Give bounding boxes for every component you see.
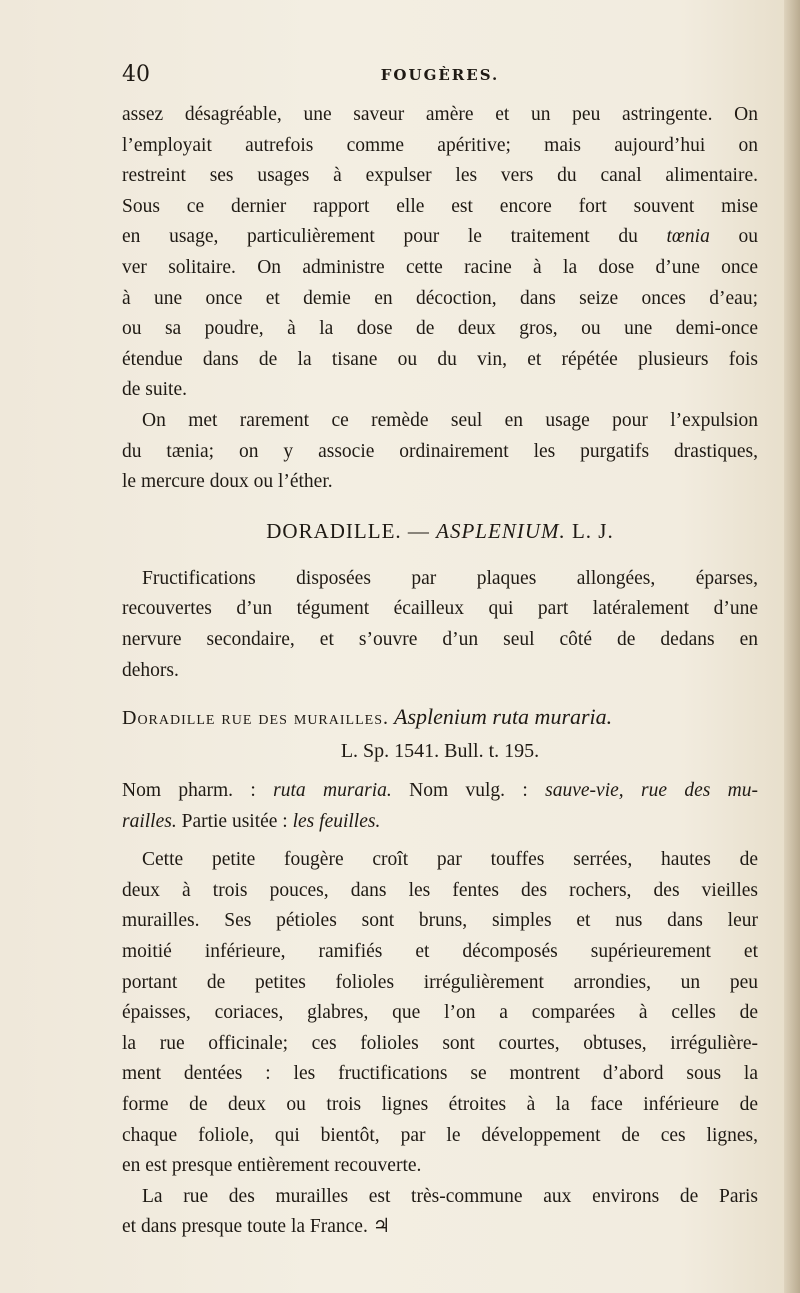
- text-line: à une once et demie en décoction, dans seize onces d’eau;: [122, 287, 758, 309]
- paragraph-taenia-use: [122, 100, 758, 406]
- text-span: ou: [709, 226, 759, 248]
- text-line: la rue officinale; ces folioles sont courtes, obtuses, irrégulière-: [122, 1032, 758, 1054]
- text-line: ver solitaire. On administre cette racine à la dose d’une once: [122, 256, 758, 278]
- text-line: de suite.: [122, 379, 187, 401]
- italic-term: tœnia: [666, 226, 710, 248]
- section-genus: ASPLENIUM.: [436, 518, 566, 543]
- text-span: Nom vulg. :: [391, 780, 546, 802]
- text-line: dehors.: [122, 659, 179, 681]
- text-line: et dans presque toute la France. ♃: [122, 1216, 391, 1238]
- text-line: recouvertes d’un tégument écailleux qui part latéralement d’une: [122, 598, 758, 620]
- paragraph-expulsion: [122, 406, 758, 498]
- page-body: [122, 100, 758, 1243]
- text-line: ou sa poudre, à la dose de deux gros, ou une demi-once: [122, 318, 758, 340]
- running-head: FOUGÈRES.: [380, 66, 500, 84]
- italic-term: railles.: [122, 810, 177, 832]
- text-span: Nom pharm. :: [122, 780, 274, 802]
- text-line: On met rarement ce remède seul en usage pour l’expulsion: [142, 409, 758, 431]
- text-line: Cette petite fougère croît par touffes serrées, hautes de: [142, 849, 758, 871]
- page-header: [122, 62, 758, 92]
- species-common-name: Doradille rue des murailles.: [122, 707, 389, 730]
- text-line: restreint ses usages à expulser les vers du canal alimentaire.: [122, 165, 758, 187]
- page-edge: [784, 0, 800, 1293]
- text-line: [122, 807, 758, 838]
- text-line: Sous ce dernier rapport elle est encore fort souvent mise: [122, 195, 758, 217]
- text-line: ment dentées : les fructifications se montrent d’abord sous la: [122, 1063, 758, 1085]
- text-line: le mercure doux ou l’éther.: [122, 471, 333, 493]
- text-line: forme de deux ou trois lignes étroites à la face inférieure de: [122, 1094, 758, 1116]
- spacer: [122, 768, 758, 776]
- spacer: [122, 550, 758, 564]
- text-line: portant de petites folioles irrégulièrement arrondies, un peu: [122, 971, 758, 993]
- text-line: du tænia; on y associe ordinairement les purgatifs drastiques,: [122, 440, 758, 462]
- text-span: Partie usitée :: [176, 810, 293, 832]
- text-line: deux à trois pouces, dans les fentes des rochers, des vieilles: [122, 879, 758, 901]
- text-line: [122, 776, 758, 807]
- text-line: en est presque entièrement recouverte.: [122, 1155, 422, 1177]
- text-line: étendue dans de la tisane ou du vin, et répétée plusieurs fois: [122, 348, 758, 370]
- text-line: [122, 222, 758, 253]
- text-line: chaque foliole, qui bientôt, par le développement de ces lignes,: [122, 1124, 758, 1146]
- text-line: assez désagréable, une saveur amère et un peu astringente. On: [122, 104, 758, 125]
- italic-term: ruta muraria.: [273, 780, 392, 802]
- text-line: La rue des murailles est très-commune aux environs de Paris: [142, 1185, 758, 1207]
- italic-term: sauve-vie, rue des mu-: [545, 780, 759, 802]
- section-dash: —: [401, 518, 437, 543]
- paragraph-description: [122, 845, 758, 1182]
- text-line: moitié inférieure, ramifiés et décomposés supérieurement et: [122, 941, 758, 963]
- species-latin-name: Asplenium ruta muraria.: [394, 704, 613, 730]
- spacer: [122, 837, 758, 845]
- text-span: en usage, particulièrement pour le traitement du: [122, 226, 667, 248]
- section-name: DORADILLE.: [266, 518, 402, 543]
- spacer: [122, 498, 758, 512]
- text-line: Fructifications disposées par plaques allongées, éparses,: [142, 567, 758, 589]
- species-reference: L. Sp. 1541. Bull. t. 195.: [340, 740, 540, 763]
- paragraph-fructifications: [122, 564, 758, 686]
- text-line: l’employait autrefois comme apéritive; mais aujourd’hui on: [122, 134, 758, 156]
- section-title: [122, 512, 758, 550]
- paragraph-habitat: [122, 1182, 758, 1243]
- text-line: murailles. Ses pétioles sont bruns, simples et nus dans leur: [122, 910, 758, 932]
- paragraph-names: [122, 776, 758, 837]
- text-line: épaisses, coriaces, glabres, que l’on a comparées à celles de: [122, 1002, 758, 1024]
- page-number: 40: [122, 62, 150, 87]
- italic-term: les feuilles.: [292, 810, 381, 832]
- spacer: [122, 686, 758, 700]
- species-heading: [122, 700, 758, 734]
- section-authority: L. J.: [565, 518, 614, 543]
- text-line: nervure secondaire, et s’ouvre d’un seul côté de dedans en: [122, 628, 758, 650]
